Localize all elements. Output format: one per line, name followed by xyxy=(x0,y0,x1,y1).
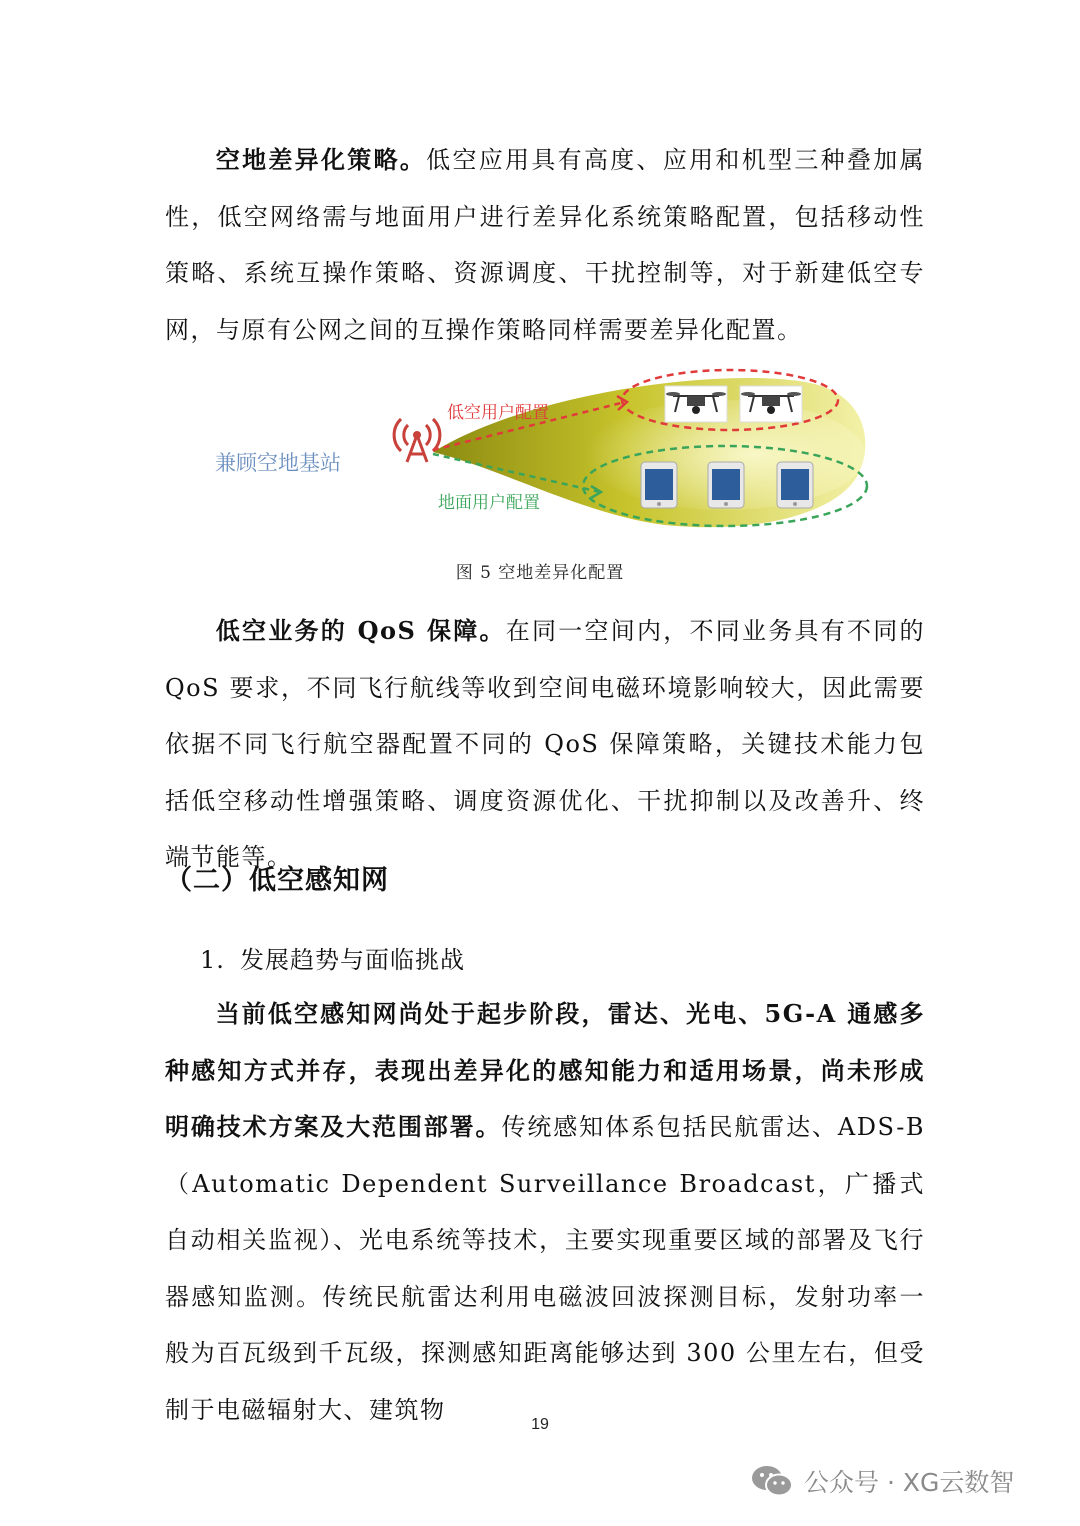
paragraph-sensing-network xyxy=(165,986,925,1438)
paragraph-air-ground-strategy xyxy=(165,132,925,358)
paragraph-qos xyxy=(165,603,925,886)
figure-caption: 图 5 空地差异化配置 xyxy=(455,563,625,583)
paragraph-bold-lead: 当前低空感知网尚处于起步阶段，雷达、光电、5G-A 通感多种感知方式并存，表现出差异化的感知能力和适用场景，尚未形成明确技术方案及大范围部署。 xyxy=(165,999,925,1141)
wechat-icon xyxy=(750,1463,794,1499)
air-config-label: 低空用户配置 xyxy=(447,403,549,423)
phone-icon xyxy=(641,462,677,508)
paragraph-lead: 低空业务的 QoS 保障。 xyxy=(215,616,506,645)
ground-config-label: 地面用户配置 xyxy=(438,493,540,513)
watermark xyxy=(750,1456,1014,1506)
paragraph-body: 传统感知体系包括民航雷达、ADS-B（Automatic Dependent Surveillance Broadcast，广播式自动相关监视）、光电系统等技术，主要实现重要区域的部署及飞行器感知监测。传统民航雷达利用电磁波回波探测目标，发射功率一般为百瓦级到千瓦级，探测感知距离能够达到 300 公里左右，但受制于电磁辐射大、建筑物 xyxy=(165,1113,926,1424)
phone-icon xyxy=(708,462,744,508)
figure-air-ground-config xyxy=(205,360,885,545)
phone-icon xyxy=(777,462,813,508)
base-station-label: 兼顾空地基站 xyxy=(215,451,341,475)
paragraph-body: 低空应用具有高度、应用和机型三种叠加属性，低空网络需与地面用户进行差异化系统策略配置，包括移动性策略、系统互操作策略、资源调度、干扰控制等，对于新建低空专网，与原有公网之间的互操作策略同样需要差异化配置。 xyxy=(165,146,926,344)
page-number: 19 xyxy=(531,1416,549,1433)
watermark-text: 公众号 · XG云数智 xyxy=(804,1468,1015,1497)
subsection-title: 发展趋势与面临挑战 xyxy=(240,946,465,974)
paragraph-lead: 空地差异化策略。 xyxy=(215,145,427,174)
drone-icon xyxy=(740,386,802,422)
subsection-number: 1. xyxy=(200,946,225,974)
drone-icon xyxy=(665,386,727,422)
paragraph-body: 在同一空间内，不同业务具有不同的 QoS 要求，不同飞行航线等收到空间电磁环境影响较大，因此需要依据不同飞行航空器配置不同的 QoS 保障策略，关键技术能力包括低空移动性增强策略、调度资源优化、干扰抑制以及改善升、终端节能等。 xyxy=(165,617,926,871)
base-station-antenna-icon xyxy=(394,419,440,462)
section-title: （二）低空感知网 xyxy=(165,865,389,896)
subsection-heading xyxy=(200,940,465,975)
